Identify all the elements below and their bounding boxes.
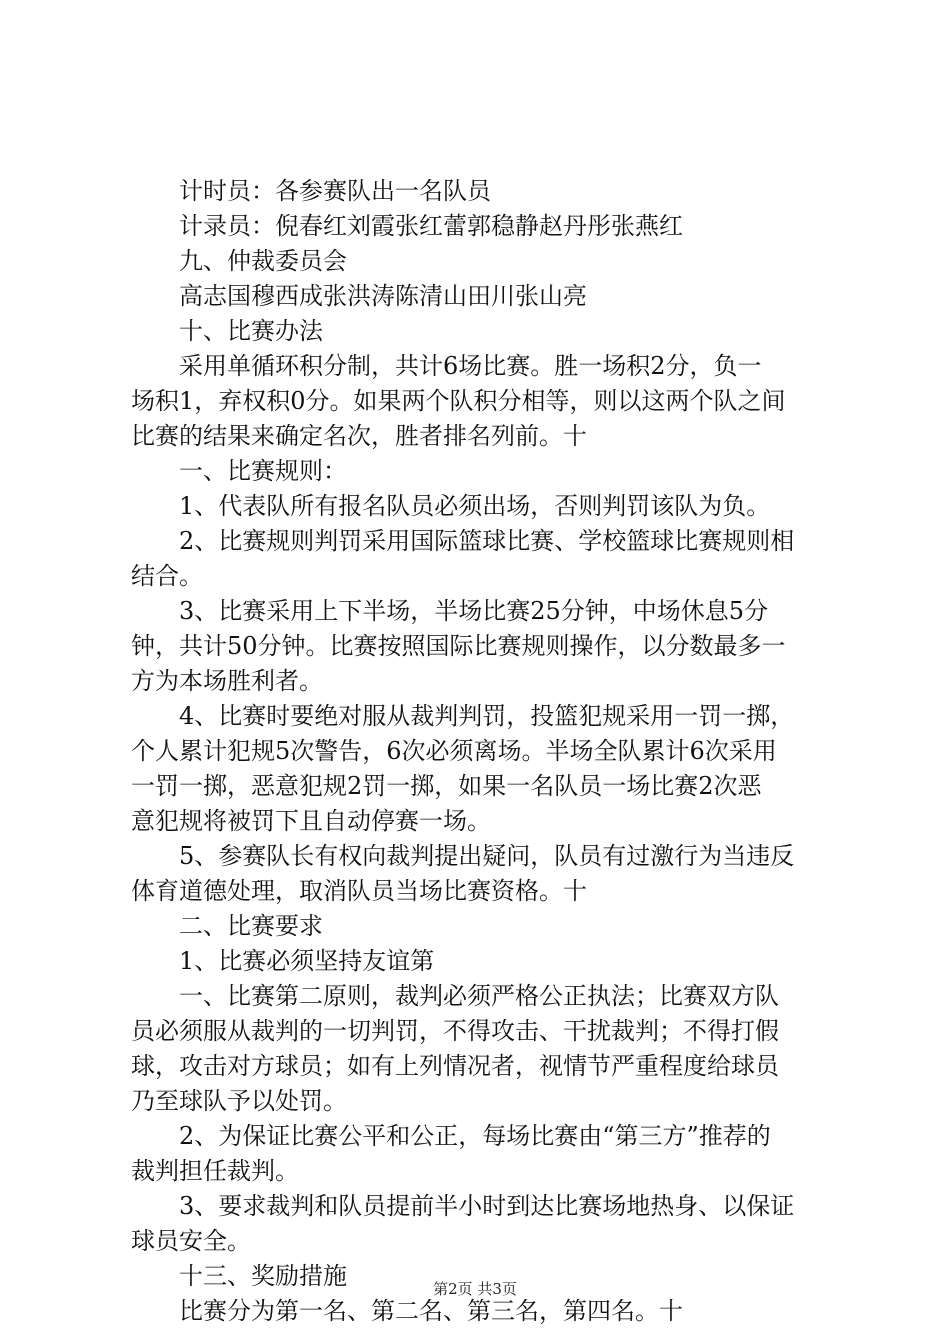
- paragraph-line: 比赛的结果来确定名次，胜者排名列前。十: [131, 422, 587, 450]
- rule-item: 5、参赛队长有权向裁判提出疑问，队员有过激行为当违反: [179, 842, 795, 870]
- paragraph-line: 意犯规将被罚下且自动停赛一场。: [131, 807, 491, 835]
- paragraph-line: 采用单循环积分制，共计6场比赛。胜一场积2分，负一: [179, 352, 762, 380]
- paragraph-line: 方为本场胜利者。: [131, 667, 323, 695]
- section-heading: 一、比赛规则：: [179, 457, 347, 485]
- paragraph-line: 体育道德处理，取消队员当场比赛资格。十: [131, 877, 587, 905]
- section-heading: 九、仲裁委员会: [179, 247, 347, 275]
- rule-item: 3、比赛采用上下半场，半场比赛25分钟，中场休息5分: [179, 597, 769, 625]
- paragraph-line: 个人累计犯规5次警告，6次必须离场。半场全队累计6次采用: [131, 737, 777, 765]
- paragraph-line: 乃至球队予以处罚。: [131, 1087, 347, 1115]
- rule-item: 3、要求裁判和队员提前半小时到达比赛场地热身、以保证: [179, 1192, 795, 1220]
- section-heading: 二、比赛要求: [179, 912, 323, 940]
- paragraph-line: 球，攻击对方球员；如有上列情况者，视情节严重程度给球员: [131, 1052, 779, 1080]
- rule-item: 1、比赛必须坚持友谊第: [179, 947, 435, 975]
- text-line: 计时员：各参赛队出一名队员: [179, 177, 491, 205]
- rule-item: 2、比赛规则判罚采用国际篮球比赛、学校篮球比赛规则相: [179, 527, 795, 555]
- rule-item: 4、比赛时要绝对服从裁判判罚，投篮犯规采用一罚一掷，: [179, 702, 795, 730]
- paragraph-line: 裁判担任裁判。: [131, 1157, 299, 1185]
- rule-item: 1、代表队所有报名队员必须出场，否则判罚该队为负。: [179, 492, 771, 520]
- text-line: 计录员：倪春红刘霞张红蕾郭稳静赵丹彤张燕红: [179, 212, 683, 240]
- paragraph-line: 一罚一掷，恶意犯规2罚一掷，如果一名队员一场比赛2次恶: [131, 772, 762, 800]
- document-body: [131, 174, 841, 1329]
- page-footer: 第2页 共3页: [433, 1280, 517, 1298]
- section-heading: 十三、奖励措施: [179, 1262, 347, 1290]
- paragraph-line: 场积1，弃权积0分。如果两个队积分相等，则以这两个队之间: [131, 387, 786, 415]
- text-line: 高志国穆西成张洪涛陈清山田川张山亮: [179, 282, 587, 310]
- paragraph-line: 员必须服从裁判的一切判罚，不得攻击、干扰裁判；不得打假: [131, 1017, 779, 1045]
- paragraph-line: 钟，共计50分钟。比赛按照国际比赛规则操作，以分数最多一: [131, 632, 786, 660]
- paragraph-line: 一、比赛第二原则，裁判必须严格公正执法；比赛双方队: [179, 982, 779, 1010]
- paragraph-line: 球员安全。: [131, 1227, 251, 1255]
- rule-item: 2、为保证比赛公平和公正，每场比赛由“第三方”推荐的: [179, 1122, 771, 1150]
- paragraph-line: 结合。: [131, 562, 203, 590]
- paragraph-line: 比赛分为第一名、第二名、第三名，第四名。十: [179, 1297, 683, 1325]
- section-heading: 十、比赛办法: [179, 317, 323, 345]
